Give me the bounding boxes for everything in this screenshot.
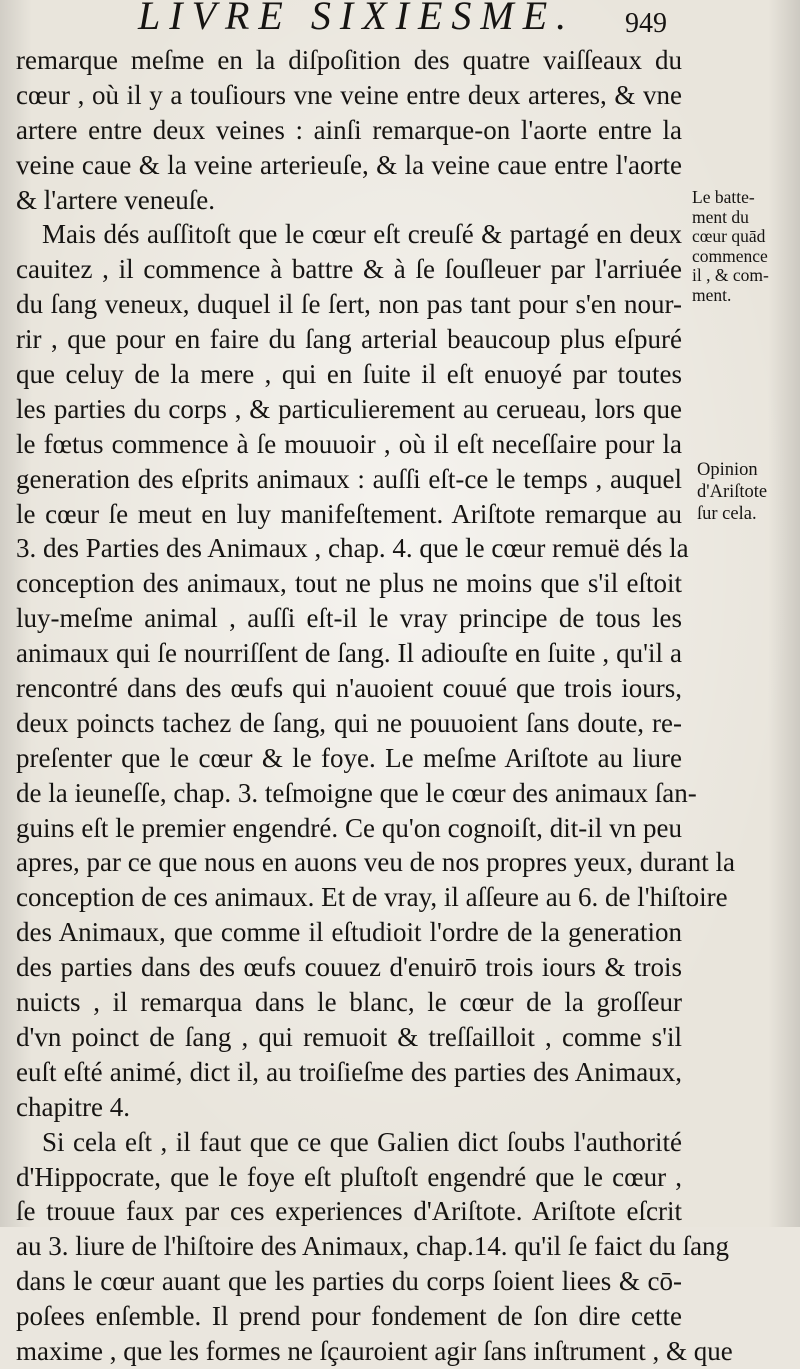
- text-line: nuicts , il remarqua dans le blanc, le cœur de la groſſeur: [16, 987, 682, 1018]
- text-line: le cœur ſe meut en luy manifeſtement. Ariſtote remarque au: [16, 498, 682, 529]
- page-number: 949: [625, 8, 667, 39]
- text-line: maxime , que les formes ne ſçauroient agir ſans inſtrument , & que: [16, 1335, 733, 1366]
- text-line: rencontré dans des œufs qui n'auoient couué que trois iours,: [16, 673, 682, 704]
- text-line: 3. des Parties des Animaux , chap. 4. que le cœur remuë dés la: [16, 533, 689, 564]
- margin-note-line: ment.: [692, 284, 732, 305]
- text-line: animaux qui ſe nourriſſent de ſang. Il adiouſte en ſuite , qu'il a: [16, 638, 682, 669]
- margin-note-line: Opinion: [697, 460, 758, 480]
- text-line: rir , que pour en faire du ſang arterial beaucoup plus eſpuré: [16, 324, 682, 355]
- text-line: d'Hippocrate, que le foye eſt pluſtoſt engendré que le cœur ,: [16, 1161, 682, 1192]
- text-line: generation des eſprits animaux : auſſi eſt-ce le temps , auquel: [16, 463, 682, 494]
- text-line: preſenter que le cœur & le foye. Le meſme Ariſtote au liure: [16, 742, 682, 773]
- text-line: euſt eſté animé, dict il, au troiſieſme des parties des Animaux,: [16, 1056, 682, 1087]
- margin-note-line: il , & com-: [692, 265, 769, 285]
- text-line: conception des animaux, tout ne plus ne moins que s'il eſtoit: [16, 568, 682, 599]
- text-line: les parties du corps , & particulierement au cerueau, lors que: [16, 393, 682, 424]
- text-line: conception de ces animaux. Et de vray, il aſſeure au 6. de l'hiſtoire: [16, 882, 728, 913]
- text-line: luy-meſme animal , auſſi eſt-il le vray principe de tous les: [16, 603, 682, 634]
- text-line: de la ieuneſſe, chap. 3. teſmoigne que le cœur des animaux ſan-: [16, 777, 697, 808]
- text-line: Si cela eſt , il faut que ce que Galien dict ſoubs l'authorité: [42, 1126, 682, 1157]
- text-line: le fœtus commence à ſe mouuoir , où il eſt neceſſaire pour la: [16, 428, 682, 459]
- margin-note-line: Le batte-: [692, 187, 755, 207]
- margin-note-line: commence: [692, 245, 768, 266]
- text-line: Mais dés auſſitoſt que le cœur eſt creuſé & partagé en deux: [42, 219, 682, 250]
- margin-note-line: ſur cela.: [697, 504, 757, 524]
- margin-note-line: cœur quād: [692, 226, 766, 246]
- text-line: & l'artere veneuſe.: [16, 184, 216, 215]
- margin-note-aristotle: [697, 459, 767, 525]
- text-line: apres, par ce que nous en auons veu de nos propres yeux, durant la: [16, 847, 736, 878]
- text-line: des parties dans des œufs couuez d'enuirō trois iours & trois: [16, 952, 682, 983]
- text-line: cœur , où il y a touſiours vne veine entre deux arteres, & vne: [16, 79, 682, 110]
- margin-note-line: ment du: [692, 206, 749, 227]
- text-line: des Animaux, que comme il eſtudioit l'ordre de la generation: [16, 917, 682, 948]
- text-line: artere entre deux veines : ainſi remarque-on l'aorte entre la: [16, 114, 682, 145]
- text-line: remarque meſme en la diſpoſition des quatre vaiſſeaux du: [16, 45, 682, 75]
- text-line: chapitre 4.: [16, 1091, 130, 1122]
- running-title: LIVRE SIXIESME.: [138, 0, 576, 38]
- text-line: veine caue & la veine arterieuſe, & la veine caue entre l'aorte: [16, 149, 682, 180]
- text-line: deux poincts tachez de ſang, qui ne pouuoient ſans doute, re-: [16, 707, 682, 738]
- text-line: ſe trouue faux par ces experiences d'Ariſtote. Ariſtote eſcrit: [16, 1196, 682, 1227]
- text-line: d'vn poinct de ſang , qui remuoit & treſſailloit , comme s'il: [16, 1021, 682, 1052]
- text-line: cauitez , il commence à battre & à ſe ſouſleuer par l'arriuée: [16, 254, 682, 285]
- text-line: que celuy de la mere , qui en ſuite il eſt enuoyé par toutes: [16, 359, 682, 390]
- margin-note-line: d'Ariſtote: [697, 482, 768, 502]
- text-line: poſees enſemble. Il prend pour fondement de ſon dire cette: [16, 1301, 682, 1332]
- text-line: du ſang veneux, duquel il ſe ſert, non pas tant pour s'en nour-: [16, 289, 682, 320]
- text-line: au 3. liure de l'hiſtoire des Animaux, chap.14. qu'il ſe faict du ſang: [16, 1231, 730, 1262]
- text-line: guins eſt le premier engendré. Ce qu'on cognoiſt, dit-il vn peu: [16, 812, 682, 843]
- text-line: dans le cœur auant que les parties du corps ſoient liees & cō-: [16, 1266, 682, 1297]
- margin-note-heartbeat: [692, 188, 769, 305]
